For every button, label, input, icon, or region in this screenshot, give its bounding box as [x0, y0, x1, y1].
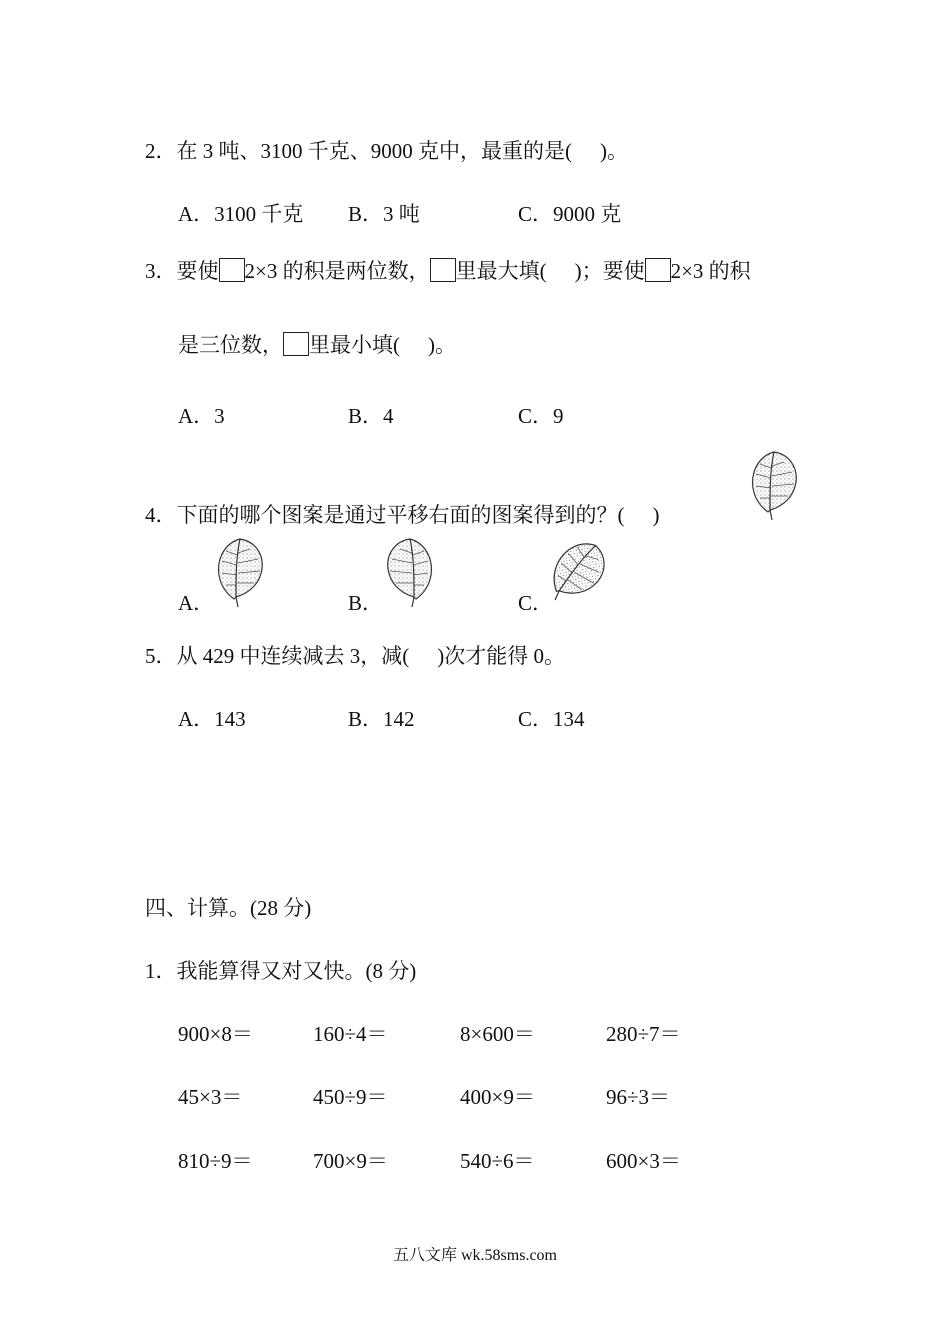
q4-number: 4． [145, 503, 177, 527]
section4-q1 [145, 958, 416, 984]
calc-item: 45×3＝ [178, 1085, 243, 1109]
calc-item: 280÷7＝ [606, 1022, 681, 1046]
q3-number: 3． [145, 259, 177, 283]
answer-box [219, 258, 245, 282]
q2-stem-after: )。 [600, 139, 628, 163]
leaf-icon[interactable] [214, 537, 268, 609]
q5-option-c[interactable]: C．134 [518, 707, 585, 731]
q5-stem-before: 从 429 中连续减去 3，减( [176, 644, 410, 668]
q4-stem-before: 下面的哪个图案是通过平移右面的图案得到的？( [176, 503, 625, 527]
q2-option-b[interactable]: B．3 吨 [348, 202, 420, 226]
q4-stem [145, 502, 660, 528]
answer-box [645, 258, 671, 282]
answer-box [430, 258, 456, 282]
section4-q1-number: 1． [145, 959, 177, 983]
leaf-flipped-icon[interactable] [382, 537, 436, 609]
q3-stem-line2 [178, 332, 456, 358]
q2-number: 2． [145, 139, 177, 163]
q5-option-b[interactable]: B．142 [348, 707, 415, 731]
q2-option-c[interactable]: C．9000 克 [518, 202, 622, 226]
calc-item: 96÷3＝ [606, 1085, 671, 1109]
q3-stem-line1 [145, 258, 751, 284]
answer-box [283, 332, 309, 356]
calc-item: 540÷6＝ [460, 1149, 535, 1173]
q4-option-b[interactable]: B． [348, 591, 384, 615]
q3-line2-b: 里最小填( [309, 333, 400, 357]
calc-item: 400×9＝ [460, 1085, 535, 1109]
calc-item: 810÷9＝ [178, 1149, 253, 1173]
q4-stem-after: ) [652, 503, 660, 527]
calc-item: 8×600＝ [460, 1022, 535, 1046]
q4-option-a[interactable]: A． [178, 591, 215, 615]
q3-seg4: )；要使 [574, 259, 645, 283]
section4-q1-text: 我能算得又对又快。(8 分) [176, 959, 417, 983]
q3-line2-c: )。 [428, 333, 456, 357]
q3-option-b[interactable]: B．4 [348, 404, 394, 428]
q5-stem [145, 643, 565, 669]
footer-watermark: 五八文库 wk.58sms.com [392, 1247, 557, 1264]
leaf-rotated-icon[interactable] [550, 538, 608, 610]
q2-option-a[interactable]: A．3100 千克 [178, 202, 304, 226]
q2-stem-before: 在 3 吨、3100 千克、9000 克中，最重的是( [176, 139, 572, 163]
q3-seg3: 里最大填( [455, 259, 547, 283]
calc-item: 450÷9＝ [313, 1085, 388, 1109]
q3-line2-a: 是三位数， [178, 333, 283, 357]
calc-item: 600×3＝ [606, 1149, 681, 1173]
q3-option-c[interactable]: C．9 [518, 404, 564, 428]
q3-seg1: 要使 [176, 259, 219, 283]
q3-option-a[interactable]: A．3 [178, 404, 225, 428]
calc-item: 900×8＝ [178, 1022, 253, 1046]
q5-option-a[interactable]: A．143 [178, 707, 246, 731]
q2-stem [145, 138, 628, 164]
q5-number: 5． [145, 644, 177, 668]
q3-seg2: 2×3 的积是两位数， [244, 259, 430, 283]
section-title: 四、计算。(28 分) [145, 896, 312, 920]
q5-stem-after: )次才能得 0。 [437, 644, 565, 668]
q4-option-c[interactable]: C． [518, 591, 554, 615]
q3-seg5: 2×3 的积 [670, 259, 751, 283]
calc-item: 700×9＝ [313, 1149, 388, 1173]
calc-item: 160÷4＝ [313, 1022, 388, 1046]
leaf-icon [748, 450, 802, 522]
